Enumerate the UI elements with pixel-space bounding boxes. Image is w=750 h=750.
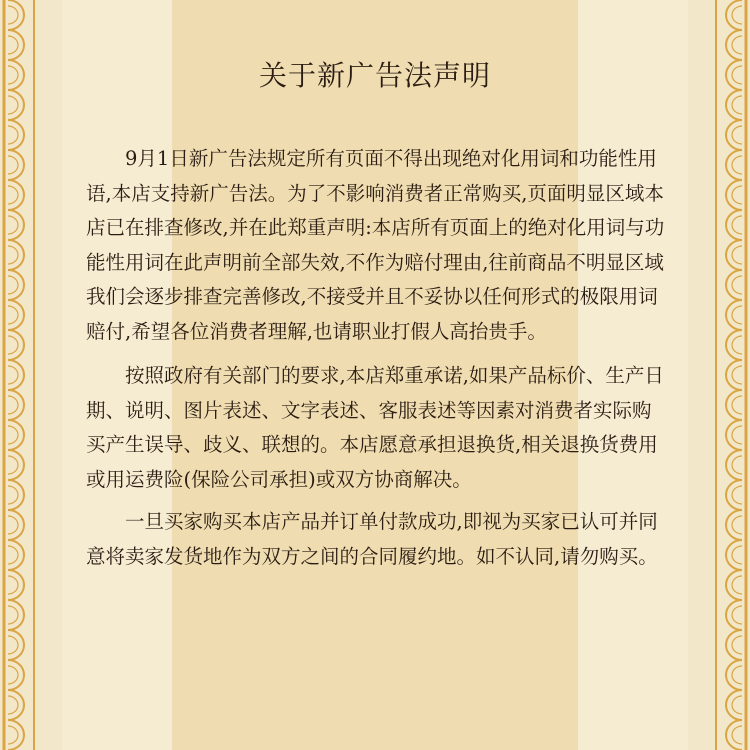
- decorative-border-left: [0, 0, 38, 750]
- paragraph-3: 一旦买家购买本店产品并订单付款成功,即视为买家已认可并同意将卖家发货地作为双方之间的合同履约地。如不认同,请勿购买。: [86, 510, 658, 568]
- paragraph-2: 按照政府有关部门的要求,本店郑重承诺,如果产品标价、生产日期、说明、图片表述、文字表述、客服表述等因素对消费者实际购买产生误导、歧义、联想的。本店愿意承担退换货,相关退换货费用或用运费险(保险公司承担)或双方协商解决。: [86, 364, 664, 491]
- declaration-body: [86, 142, 670, 574]
- decorative-border-right: [712, 0, 750, 750]
- paragraph-1: 9月1日新广告法规定所有页面不得出现绝对化用词和功能性用语,本店支持新广告法。为了不影响消费者正常购买,页面明显区域本店已在排查修改,并在此郑重声明:本店所有页面上的绝对化用词与功能性用词在此声明前全部失效,不作为赔付理由,往前商品不明显区域我们会逐步排查完善修改,不接受并且不妥协以任何形式的极限用词赔付,希望各位消费者理解,也请职业打假人高抬贵手。: [86, 147, 665, 343]
- page-title: 关于新广告法声明: [258, 59, 491, 92]
